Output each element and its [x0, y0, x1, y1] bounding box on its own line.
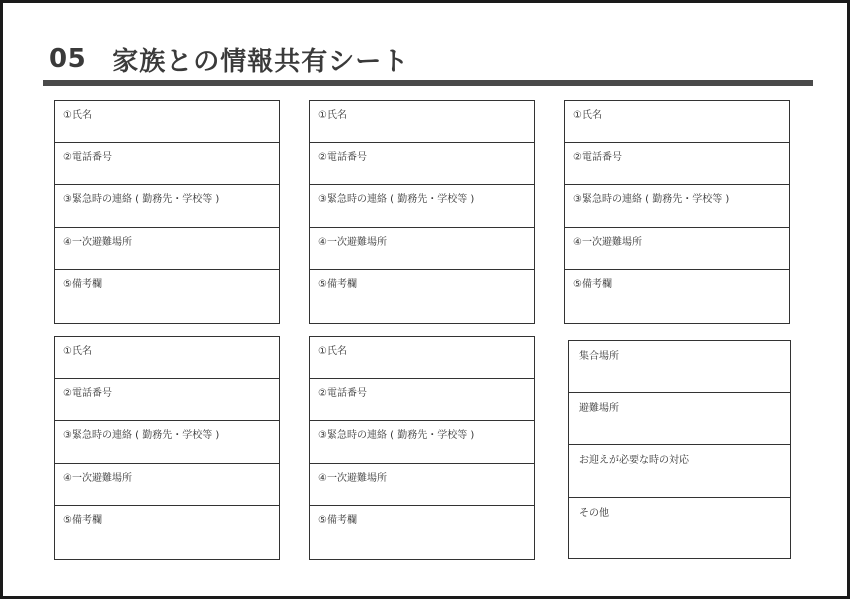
title-underline: [43, 80, 813, 86]
name-field[interactable]: ①氏名: [55, 101, 279, 143]
shelter-field[interactable]: ④一次避難場所: [310, 228, 534, 270]
other-field[interactable]: その他: [579, 508, 609, 519]
name-field[interactable]: ①氏名: [310, 101, 534, 143]
notes-field[interactable]: ⑤備考欄: [63, 279, 102, 290]
phone-field[interactable]: ②電話番号: [565, 143, 789, 185]
evacuation-place-field[interactable]: 避難場所: [569, 393, 790, 445]
member-card-5: [309, 336, 535, 560]
page-title: 家族との情報共有シート: [112, 46, 410, 77]
member-card-4: [54, 336, 280, 560]
notes-field[interactable]: ⑤備考欄: [573, 279, 612, 290]
emergency-contact-field[interactable]: ③緊急時の連絡 ( 勤務先・学校等 ): [565, 185, 789, 228]
name-field[interactable]: ①氏名: [310, 337, 534, 379]
shelter-field[interactable]: ④一次避難場所: [55, 464, 279, 506]
name-field[interactable]: ①氏名: [565, 101, 789, 143]
shelter-field[interactable]: ④一次避難場所: [310, 464, 534, 506]
notes-field[interactable]: ⑤備考欄: [318, 515, 357, 526]
emergency-contact-field[interactable]: ③緊急時の連絡 ( 勤務先・学校等 ): [310, 421, 534, 464]
phone-field[interactable]: ②電話番号: [310, 379, 534, 421]
pickup-response-field[interactable]: お迎えが必要な時の対応: [569, 445, 790, 498]
gathering-place-field[interactable]: 集合場所: [569, 341, 790, 393]
emergency-contact-field[interactable]: ③緊急時の連絡 ( 勤務先・学校等 ): [55, 421, 279, 464]
phone-field[interactable]: ②電話番号: [310, 143, 534, 185]
member-card-3: [564, 100, 790, 324]
name-field[interactable]: ①氏名: [55, 337, 279, 379]
family-plan-card: [568, 340, 791, 559]
member-card-1: [54, 100, 280, 324]
phone-field[interactable]: ②電話番号: [55, 143, 279, 185]
emergency-contact-field[interactable]: ③緊急時の連絡 ( 勤務先・学校等 ): [55, 185, 279, 228]
shelter-field[interactable]: ④一次避難場所: [55, 228, 279, 270]
notes-field[interactable]: ⑤備考欄: [63, 515, 102, 526]
member-card-2: [309, 100, 535, 324]
page-header: [49, 41, 409, 77]
notes-field[interactable]: ⑤備考欄: [318, 279, 357, 290]
phone-field[interactable]: ②電話番号: [55, 379, 279, 421]
shelter-field[interactable]: ④一次避難場所: [565, 228, 789, 270]
section-number: 05: [49, 44, 87, 74]
emergency-contact-field[interactable]: ③緊急時の連絡 ( 勤務先・学校等 ): [310, 185, 534, 228]
